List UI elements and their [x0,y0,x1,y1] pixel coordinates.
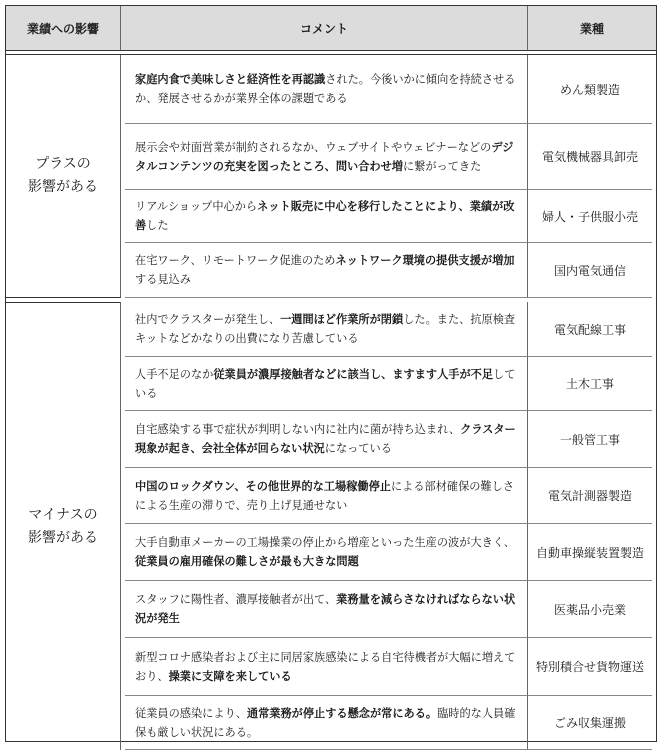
comment-text [135,365,521,403]
comment-cell [125,468,528,524]
comment-bold-segment: 従業員の雇用確保の難しさが最も大きな問題 [135,555,359,568]
comment-segment: スタッフに陽性者、濃厚接触者が出て、 [135,593,337,606]
industry-cell: 電気機械器具卸売 [528,124,652,190]
comment-segment: による部材確保の難しさによる生産の滞りで、売り上げ見通せない [135,479,515,512]
comment-segment: した [146,219,169,232]
comment-segment: 人手不足のなか [135,367,214,381]
comment-segment: に繋がってきた [402,159,482,173]
comment-bold-segment: 従業員が濃厚接触者などに該当し、ますます人手が不足 [213,367,494,381]
comment-bold-segment: 業務量を減らさなければならない状況が発生 [135,593,516,625]
comment-segment: になっている [324,442,392,455]
comment-cell [125,124,528,190]
industry-cell: めん類製造 [528,55,652,124]
comment-text [135,138,521,176]
comment-segment: する見込み [135,273,191,286]
group-plus-line1: プラスの [35,156,91,172]
group-plus-impact [6,55,121,298]
comment-text [135,251,521,289]
comment-cell [125,243,528,298]
comment-bold-segment: 操業に支障を来している [168,669,292,683]
header-impact: 業績への影響 [6,6,121,51]
industry-cell: 婦人・子供服小売 [528,190,652,243]
comment-segment: 大手自動車メーカーの工場操業の停止から増産といった生産の波が大きく、 [135,536,515,549]
comment-segment: 新型コロナ感染者および主に同居家族感染による自宅待機者が大幅に増えており、 [135,650,516,683]
group-minus-line1: マイナスの [28,506,98,523]
group-minus-impact [6,302,121,750]
comment-cell [125,357,528,411]
header-industry: 業種 [528,6,656,51]
comment-segment: された。今後いかに傾向を持続させるか、発展させるかが業界全体の課題である [135,73,516,105]
header-comment: コメント [121,6,528,51]
industry-cell: 土木工事 [528,357,652,411]
comment-cell [125,411,528,468]
comment-text [135,197,521,235]
comment-bold-segment: ネットワーク環境の提供支援が増加 [335,254,515,267]
comment-text [135,477,521,515]
comment-text [135,533,521,571]
comment-segment: した。また、抗原検査キットなどかなりの出費になり苦慮している [135,313,516,345]
group-plus-line2: 影響がある [28,179,98,195]
industry-cell: 電気計測器製造 [528,468,652,524]
comment-text [135,420,521,458]
comment-cell [125,302,528,357]
comment-bold-segment: ネット販売に中心を移行したことにより、業績が改善 [135,200,515,232]
industry-cell: 国内電気通信 [528,243,652,298]
comment-text [135,590,521,628]
impact-table [5,5,657,742]
comment-text [135,70,521,108]
comment-bold-segment: 中国のロックダウン、その他世界的な工場稼働停止 [135,479,391,493]
comment-text [135,310,521,348]
comment-cell [125,524,528,581]
comment-segment: している [135,367,516,400]
comment-cell [125,638,528,696]
comment-cell [125,190,528,243]
industry-cell: 自動車操縦装置製造 [528,524,652,581]
comment-bold-segment: 家庭内食で美味しさと経済性を再認識 [135,73,326,86]
industry-cell: ごみ収集運搬 [528,696,652,750]
group-minus-line2: 影響がある [28,529,98,546]
comment-bold-segment: 通常業務が停止する懸念が常にある。 [246,706,438,720]
comment-bold-segment: 一週間ほど作業所が閉鎖 [280,313,404,326]
industry-cell: 電気配線工事 [528,302,652,357]
comment-bold-segment: クラスター現象が起き、会社全体が回らない状況 [135,423,516,455]
comment-text [135,704,521,742]
industry-cell: 一般管工事 [528,411,652,468]
industry-cell: 医薬品小売業 [528,581,652,638]
comment-segment: 従業員の感染により、 [135,706,247,720]
comment-segment: 社内でクラスターが発生し、 [135,313,281,326]
comment-segment: 展示会や対面営業が制約されるなか、ウェブサイトやウェビナーなどの [135,140,492,154]
comment-bold-segment: デジタルコンテンツの充実を図ったところ、問い合わせ増 [135,140,514,173]
comment-text [135,648,521,686]
industry-cell: 特別積合せ貨物運送 [528,638,652,696]
comment-segment: リアルショップ中心から [135,200,258,213]
comment-segment: 自宅感染する事で症状が判明しない内に社内に菌が持ち込まれ、 [135,423,461,436]
comment-segment: 臨時的な人員確保も厳しい状況にある。 [135,706,516,739]
comment-cell [125,581,528,638]
comment-cell [125,55,528,124]
comment-cell [125,696,528,750]
comment-segment: 在宅ワーク、リモートワーク促進のため [135,254,336,267]
